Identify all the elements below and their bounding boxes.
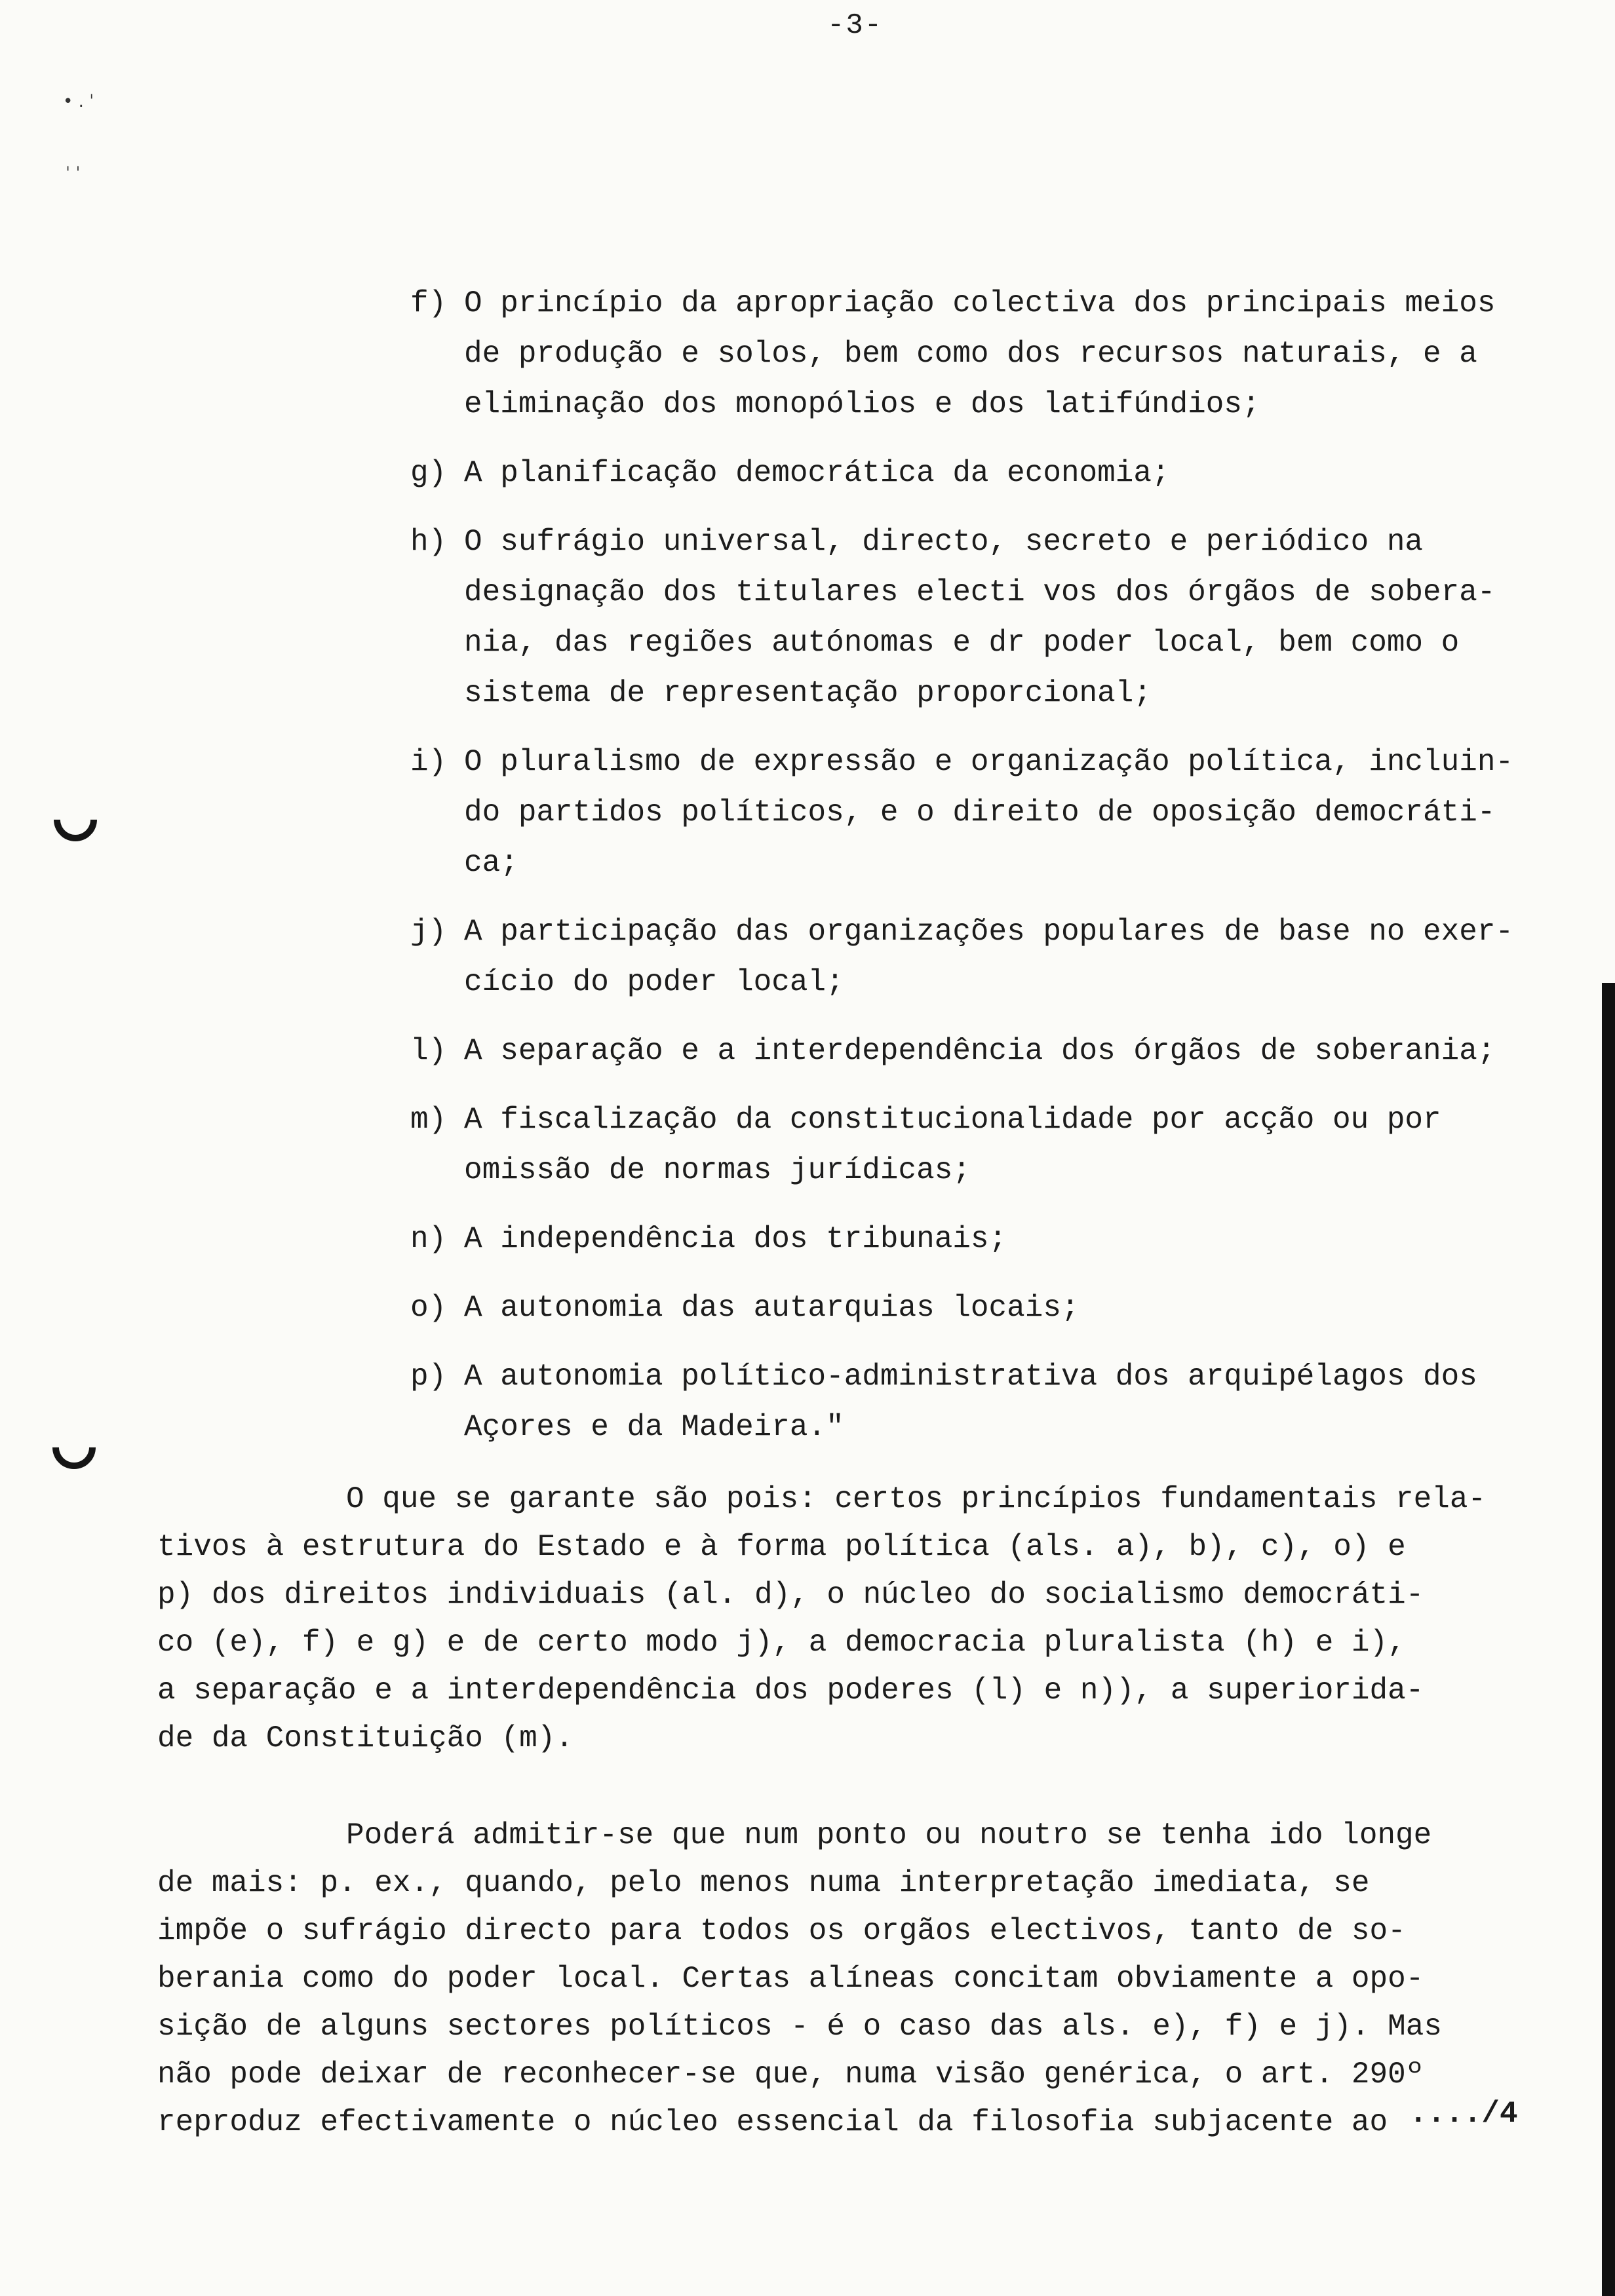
list-item-label: i) — [410, 745, 447, 779]
margin-mark: ˈ ˈ — [66, 164, 81, 183]
list-items — [392, 278, 1611, 1471]
paragraph-line: sição de alguns sectores políticos - é o caso das als. e), f) e j). Mas — [157, 2010, 1442, 2044]
list-item-text: designação dos titulares electi vos dos órgãos de sobera- — [464, 575, 1496, 609]
list-item-text: A autonomia político-administrativa dos arquipélagos dos — [464, 1360, 1477, 1394]
list-item-text: omissão de normas jurídicas; — [464, 1153, 971, 1187]
paragraph-line: Poderá admitir-se que num ponto ou noutro se tenha ido longe — [346, 1818, 1432, 1852]
list-item — [392, 448, 1611, 499]
paragraph-line: p) dos direitos individuais (al. d), o núcleo do socialismo democráti- — [157, 1578, 1424, 1612]
list-item — [392, 737, 1611, 889]
list-item-label: o) — [410, 1291, 447, 1325]
list-item-label: l) — [410, 1034, 447, 1068]
continuation-marker: ..../4 — [1409, 2097, 1518, 2131]
paragraph — [157, 1476, 1593, 1763]
list-item-label: m) — [410, 1103, 447, 1137]
paragraph — [157, 1812, 1593, 2147]
paragraph-line: não pode deixar de reconhecer-se que, numa visão genérica, o art. 290º — [157, 2057, 1424, 2092]
paragraph-line: berania como do poder local. Certas alíneas concitam obviamente a opo- — [157, 1962, 1424, 1996]
page-number: -3- — [827, 9, 884, 42]
list-item-text: A independência dos tribunais; — [464, 1222, 1007, 1256]
list-item-label: f) — [410, 286, 447, 320]
paragraph-line: tivos à estrutura do Estado e à forma política (als. a), b), c), o) e — [157, 1530, 1406, 1564]
list-item-text: A participação das organizações populares de base no exer- — [464, 915, 1514, 949]
list-item — [392, 517, 1611, 719]
list-item-text: O sufrágio universal, directo, secreto e periódico na — [464, 525, 1424, 559]
list-item-label: n) — [410, 1222, 447, 1256]
paragraph-line: co (e), f) e g) e de certo modo j), a democracia pluralista (h) e i), — [157, 1626, 1406, 1660]
list-item — [392, 1095, 1611, 1196]
margin-mark: • . ˈ — [63, 92, 94, 111]
list-item-text: O pluralismo de expressão e organização política, incluin- — [464, 745, 1514, 779]
list-item-text: ca; — [464, 846, 518, 880]
paragraph-line: a separação e a interdependência dos poderes (l) e n)), a superiorida- — [157, 1674, 1424, 1708]
list-item-text: sistema de representação proporcional; — [464, 676, 1152, 710]
hole-punch-mark — [45, 789, 106, 850]
list-item-label: g) — [410, 456, 447, 490]
list-item-label: h) — [410, 525, 447, 559]
list-item-text: eliminação dos monopólios e dos latifúndios; — [464, 387, 1260, 421]
paragraph-line: de mais: p. ex., quando, pelo menos numa interpretação imediata, se — [157, 1866, 1370, 1900]
list-item-text: A autonomia das autarquias locais; — [464, 1291, 1080, 1325]
paragraph-line: de da Constituição (m). — [157, 1721, 574, 1755]
hole-punch-mark — [43, 1417, 104, 1478]
list-item — [392, 1026, 1611, 1077]
list-item — [392, 907, 1611, 1008]
list-item-text: A fiscalização da constitucionalidade por acção ou por — [464, 1103, 1441, 1137]
list-item-text: Açores e da Madeira." — [464, 1410, 844, 1444]
list-item-text: A planificação democrática da economia; — [464, 456, 1170, 490]
paragraph-line: impõe o sufrágio directo para todos os orgãos electivos, tanto de so- — [157, 1914, 1406, 1948]
list-item-label: j) — [410, 915, 447, 949]
list-item — [392, 1352, 1611, 1453]
list-item — [392, 278, 1611, 430]
list-item-text: de produção e solos, bem como dos recursos naturais, e a — [464, 337, 1477, 371]
paragraph-line: reproduz efectivamente o núcleo essencial da filosofia subjacente ao — [157, 2105, 1388, 2139]
list-item — [392, 1214, 1611, 1265]
list-item-text: nia, das regiões autónomas e dr poder local, bem como o — [464, 626, 1460, 660]
list-item-text: do partidos políticos, e o direito de oposição democráti- — [464, 795, 1496, 830]
list-item-label: p) — [410, 1360, 447, 1394]
list-item-text: O princípio da apropriação colectiva dos principais meios — [464, 286, 1496, 320]
list-item — [392, 1283, 1611, 1333]
list-item-text: A separação e a interdependência dos órgãos de soberania; — [464, 1034, 1496, 1068]
list-item-text: cício do poder local; — [464, 965, 844, 999]
paragraph-line: O que se garante são pois: certos princípios fundamentais rela- — [346, 1482, 1487, 1516]
